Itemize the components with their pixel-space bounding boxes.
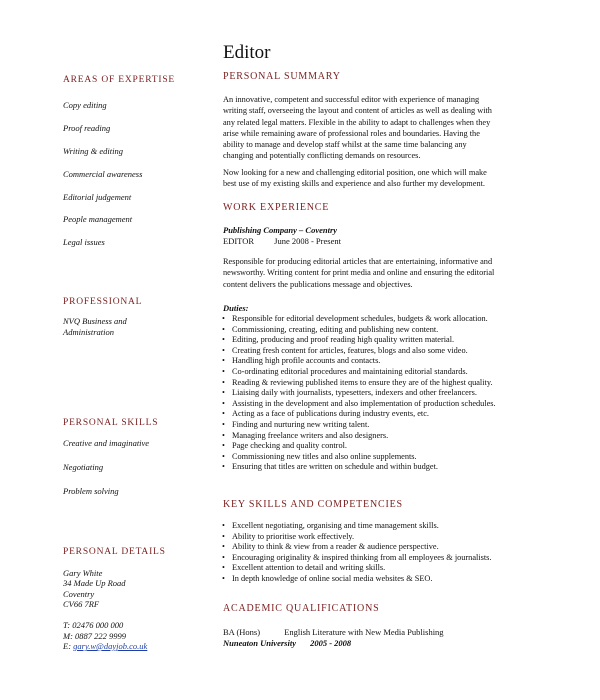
list-item: • Acting as a face of publications during industry events, etc. (222, 409, 552, 420)
role-title: EDITOR (223, 236, 255, 246)
summary-paragraph: An innovative, competent and successful editor with experience of managing writing staff, overseeing the layout and content of articles as well as dealing with any related legal matters. Flexible in the ability to adapt to challenges when they arise while remaining aware of professional roles and boundaries. Having the ability to manage and develop staff whilst at the same time balancing any changing and potentially conflicting demands on resources. (223, 95, 492, 161)
professional-line: NVQ Business and (63, 316, 127, 326)
expertise-heading: AREAS OF EXPERTISE (63, 75, 176, 85)
skill-item: Negotiating (63, 462, 104, 472)
expertise-item: Writing & editing (63, 146, 123, 156)
summary-heading: PERSONAL SUMMARY (223, 71, 341, 82)
list-item: • Handling high profile accounts and contacts. (222, 356, 552, 367)
academic-years: 2005 - 2008 (310, 638, 352, 648)
summary-paragraph-2: Now looking for a new and challenging editorial position, one which will make best use of my existing skills and experience and also further my development. (223, 168, 487, 189)
list-item: • Editing, producing and proof reading high quality written material. (222, 335, 552, 346)
address-line: 34 Made Up Road (63, 578, 126, 588)
role-row (223, 236, 341, 246)
duties-list (222, 314, 552, 473)
list-item: • Creating fresh content for articles, features, blogs and also some video. (222, 346, 552, 357)
university-row (223, 638, 351, 648)
address-line: CV66 7RF (63, 599, 100, 609)
expertise-item: Commercial awareness (63, 169, 143, 179)
key-skills-list (222, 521, 552, 585)
contact-name: Gary White (63, 568, 103, 578)
list-item: • Managing freelance writers and also designers. (222, 431, 552, 442)
academic-heading: ACADEMIC QUALIFICATIONS (223, 603, 380, 614)
university: Nuneaton University (223, 638, 296, 648)
company-name: Publishing Company – Coventry (223, 225, 338, 235)
list-item: • Responsible for editorial development schedules, budgets & work allocation. (222, 314, 552, 325)
list-item: • Commissioning, creating, editing and publishing new content. (222, 325, 552, 336)
list-item: • Encouraging originality & inspired thinking from all employees & journalists. (222, 553, 552, 564)
page-title: Editor (223, 42, 271, 63)
list-item: • Commissioning new titles and also online supplements. (222, 452, 552, 463)
expertise-item: Legal issues (63, 237, 105, 247)
list-item: • Liaising daily with journalists, typesetters, indexers and other freelancers. (222, 388, 552, 399)
expertise-item: People management (63, 214, 133, 224)
experience-heading: WORK EXPERIENCE (223, 202, 330, 213)
degree-subject: English Literature with New Media Publishing (284, 627, 444, 637)
professional-line: Administration (63, 327, 115, 337)
list-item: • Ability to prioritise work effectively. (222, 532, 552, 543)
expertise-item: Editorial judgement (63, 192, 132, 202)
key-skills-heading: KEY SKILLS AND COMPETENCIES (223, 499, 403, 510)
address-line: Coventry (63, 589, 95, 599)
list-item: • In depth knowledge of online social media websites & SEO. (222, 574, 552, 585)
list-item: • Excellent negotiating, organising and time management skills. (222, 521, 552, 532)
list-item: • Excellent attention to detail and writing skills. (222, 563, 552, 574)
list-item: • Page checking and quality control. (222, 441, 552, 452)
skill-item: Problem solving (63, 486, 119, 496)
contact-tel: T: 02476 000 000 (63, 620, 124, 630)
role-dates: June 2008 - Present (274, 236, 341, 246)
contact-mobile: M: 0887 222 9999 (63, 631, 127, 641)
professional-heading: PROFESSIONAL (63, 297, 143, 307)
skill-item: Creative and imaginative (63, 438, 150, 448)
list-item: • Co-ordinating editorial procedures and maintaining editorial standards. (222, 367, 552, 378)
contact-email-row (63, 641, 147, 651)
skills-heading: PERSONAL SKILLS (63, 418, 159, 428)
list-item: • Reading & reviewing published items to ensure they are of the highest quality. (222, 378, 552, 389)
list-item: • Ensuring that titles are written on schedule and within budget. (222, 462, 552, 473)
details-heading: PERSONAL DETAILS (63, 547, 166, 557)
list-item: • Finding and nurturing new writing talent. (222, 420, 552, 431)
list-item: • Ability to think & view from a reader & audience perspective. (222, 542, 552, 553)
experience-paragraph: Responsible for producing editorial articles that are entertaining, informative and newsworthy. Writing content for print media and online and ensuring the editorial content delivers the publications message and objectives. (223, 257, 495, 289)
email-link[interactable]: gary.w@dayjob.co.uk (73, 641, 148, 651)
expertise-item: Copy editing (63, 100, 107, 110)
degree-row (223, 627, 444, 637)
list-item: • Assisting in the development and also implementation of production schedules. (222, 399, 552, 410)
degree: BA (Hons) (223, 627, 261, 637)
email-prefix: E: (63, 641, 72, 651)
expertise-item: Proof reading (63, 123, 111, 133)
duties-label: Duties: (223, 303, 249, 313)
